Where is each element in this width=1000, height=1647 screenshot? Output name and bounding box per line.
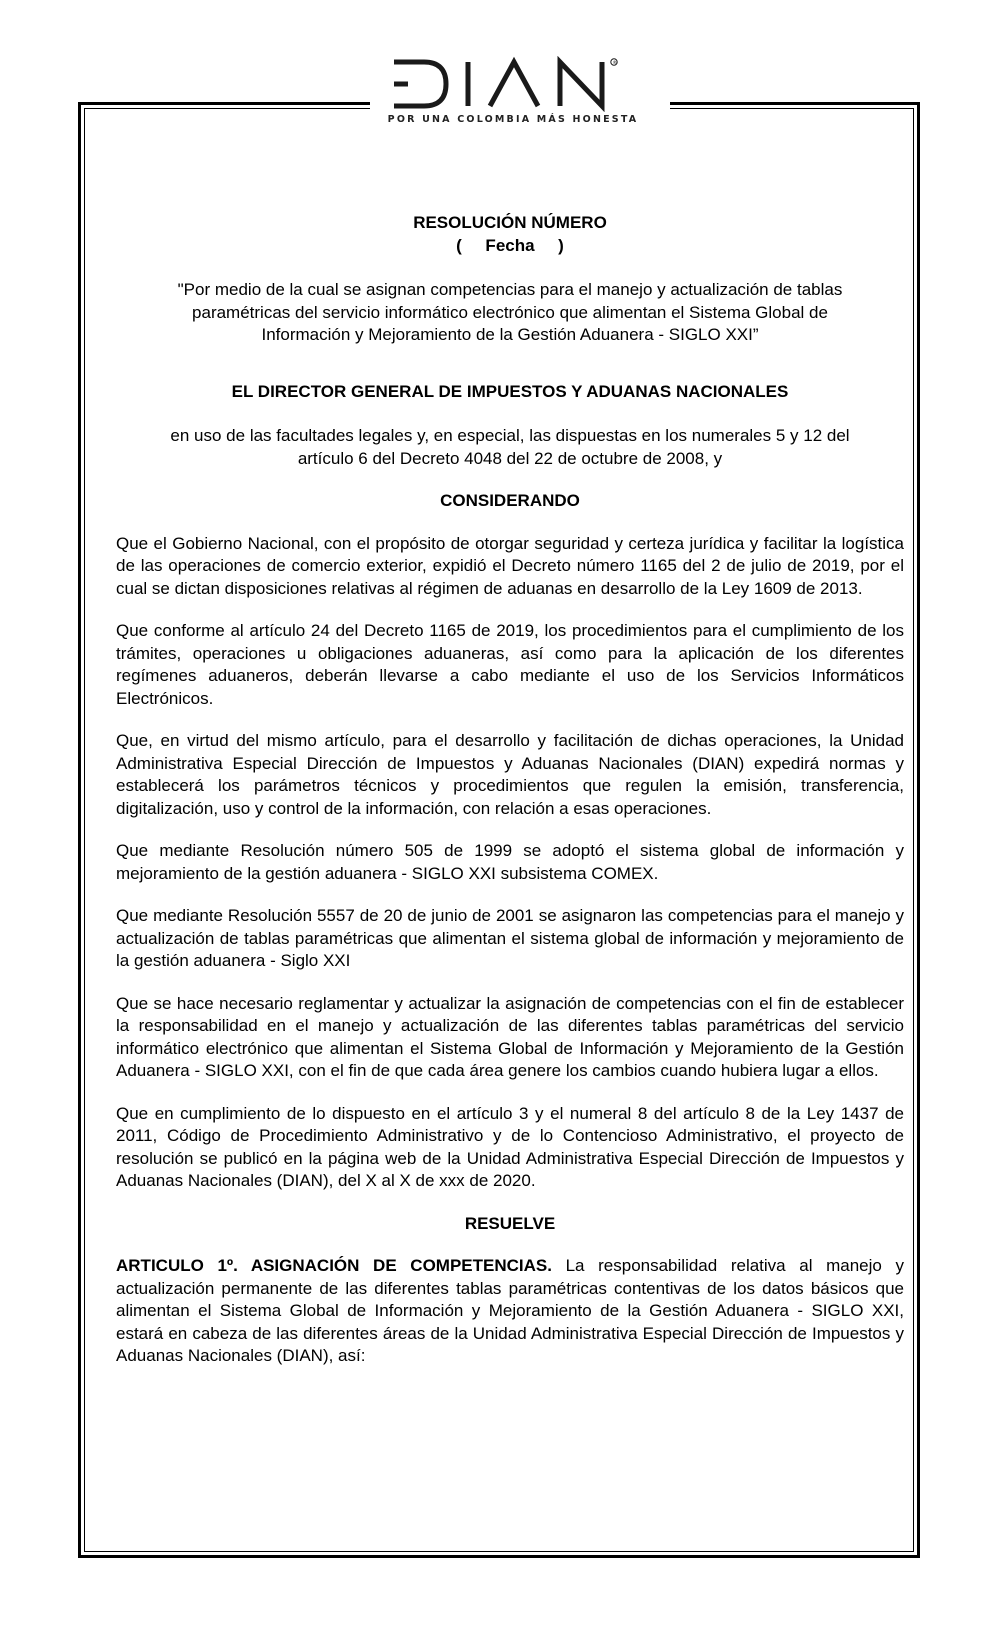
- subject-line-1: "Por medio de la cual se asignan competencias para el manejo y actualización de tablas: [177, 280, 843, 299]
- article-1: [116, 1255, 904, 1368]
- subject-line-2: paramétricas del servicio informático electrónico que alimentan el Sistema Global de: [192, 302, 828, 322]
- dian-logo: [370, 56, 670, 132]
- considerando-paragraph: Que mediante Resolución número 505 de 1999 se adoptó el sistema global de información y mejoramiento de la gestión aduanera - SIGLO XXI subsistema COMEX.: [116, 841, 904, 883]
- considerando-paragraph: Que en cumplimiento de lo dispuesto en el artículo 3 y el numeral 8 del artículo 8 de la Ley 1437 de 2011, Código de Procedimiento Administrativo y de lo Contencioso Administrativo, el proyecto de resolución se publicó en la página web de la Unidad Administrativa Especial Dirección de Impuestos y Aduanas Nacionales (DIAN), del X al X de xxx de 2020.: [116, 1103, 904, 1190]
- dian-wordmark: [390, 56, 650, 112]
- resolution-body: [116, 212, 904, 1368]
- article-1-title: ARTICULO 1º. ASIGNACIÓN DE COMPETENCIAS.: [116, 1256, 552, 1275]
- faculties-line-2: artículo 6 del Decreto 4048 del 22 de octubre de 2008, y: [297, 448, 723, 468]
- considerando-paragraph: Que conforme al artículo 24 del Decreto 1165 de 2019, los procedimientos para el cumplimiento de los trámites, operaciones u obligaciones aduaneras, así como para la aplicación de los diferentes regímenes aduaneros, deberán llevarse a cabo mediante el uso de los Servicios Informáticos Electrónicos.: [116, 621, 904, 708]
- date-line: ( Fecha ): [456, 235, 564, 255]
- tagline: POR UNA COLOMBIA MÁS HONESTA: [387, 114, 639, 125]
- considerando-paragraph: Que, en virtud del mismo artículo, para el desarrollo y facilitación de dichas operaciones, la Unidad Administrativa Especial Dirección de Impuestos y Aduanas Nacionales (DIAN) expedirá normas y establecerá los parámetros técnicos y procedimientos que regulen la emisión, transferencia, digitalización, uso y control de la información, con relación a esas operaciones.: [116, 731, 904, 818]
- authority-heading: EL DIRECTOR GENERAL DE IMPUESTOS Y ADUANAS NACIONALES: [231, 381, 789, 401]
- subject-line-3: Información y Mejoramiento de la Gestión Aduanera - SIGLO XXI”: [261, 325, 759, 344]
- resuelve-heading: RESUELVE: [464, 1213, 556, 1233]
- considerando-paragraph: Que mediante Resolución 5557 de 20 de junio de 2001 se asignaron las competencias para el manejo y actualización de tablas paramétricas que alimentan el sistema global de información y mejoramiento de la gestión aduanera - Siglo XXI: [116, 906, 904, 970]
- registered-mark: ®: [612, 61, 617, 66]
- faculties-line-1: en uso de las facultades legales y, en especial, las dispuestas en los numerales 5 y 12 del: [170, 426, 850, 445]
- article-1-body: La responsabilidad relativa al manejo y actualización permanente de las diferentes tablas paramétricas contentivas de los datos básicos que alimentan el Sistema Global de Información y Mejoramiento de la Gestión Aduanera - SIGLO XXI, estará en cabeza de las diferentes áreas de la Unidad Administrativa Especial Dirección de Impuestos y Aduanas Nacionales (DIAN), así:: [116, 1256, 904, 1365]
- considerando-paragraph: Que el Gobierno Nacional, con el propósito de otorgar seguridad y certeza jurídica y facilitar la logística de las operaciones de comercio exterior, expidió el Decreto número 1165 del 2 de julio de 2019, por el cual se dictan disposiciones relativas al régimen de aduanas en desarrollo de la Ley 1609 de 2013.: [116, 533, 904, 598]
- considerando-paragraph: Que se hace necesario reglamentar y actualizar la asignación de competencias con el fin de establecer la responsabilidad en el manejo y actualización de las diferentes tablas paramétricas del servicio informático electrónico que alimentan el Sistema Global de Información y Mejoramiento de la Gestión Aduanera - SIGLO XXI, con el fin de que cada área genere los cambios cuando hubiera lugar a ellos.: [116, 993, 904, 1080]
- resolution-title: RESOLUCIÓN NÚMERO: [413, 213, 607, 232]
- considerando-heading: CONSIDERANDO: [440, 491, 580, 510]
